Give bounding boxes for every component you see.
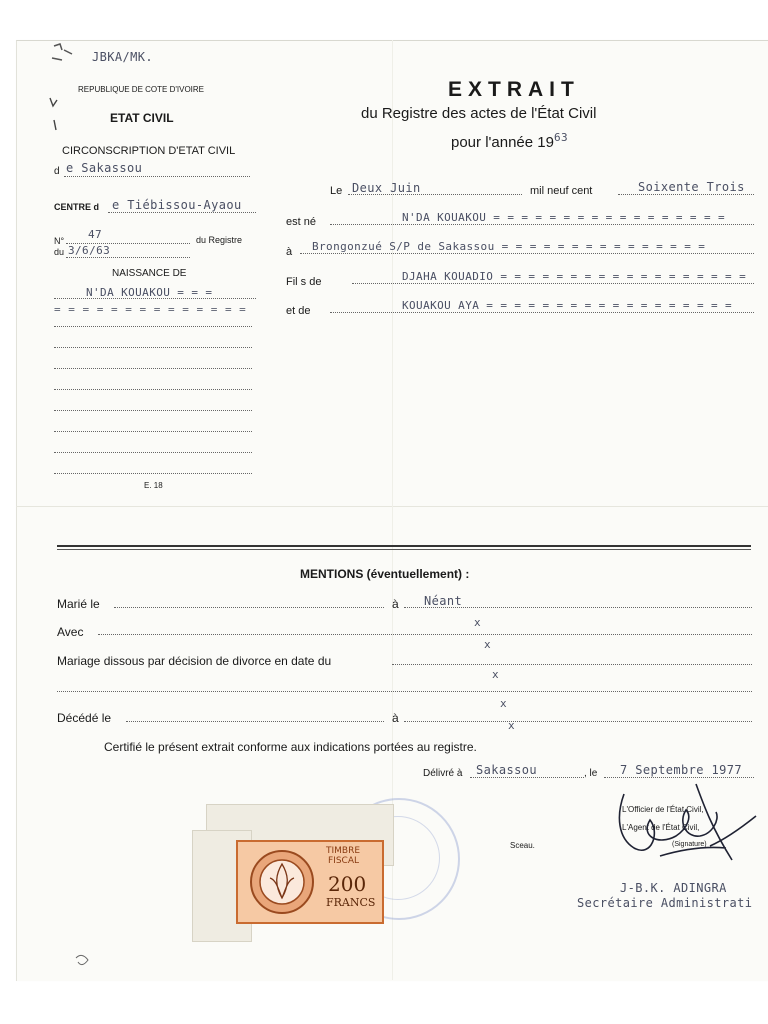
decede-label: Décédé le xyxy=(57,711,112,725)
x-mark-4: x xyxy=(500,697,508,710)
office-label: ETAT CIVIL xyxy=(110,111,174,125)
officier-label: L'Officier de l'État Civil, xyxy=(622,805,704,814)
certification-text: Certifié le présent extrait conforme aux indications portées au registre. xyxy=(104,740,477,754)
circonscription-label: CIRCONSCRIPTION D'ETAT CIVIL xyxy=(62,145,236,157)
marie-date-line xyxy=(114,607,384,608)
stamp-top-text-2: FISCAL xyxy=(328,856,359,866)
delivre-le-label: , le xyxy=(584,768,598,779)
x-mark-5: x xyxy=(508,719,516,732)
blank-line-4 xyxy=(54,389,252,390)
year-suffix: 63 xyxy=(553,131,568,144)
marie-a-value: Néant xyxy=(424,594,463,608)
marie-a-label: à xyxy=(392,597,399,611)
fiscal-stamp xyxy=(236,840,384,924)
avec-x-mark: x xyxy=(474,616,482,629)
centre-label: CENTRE d xyxy=(54,202,99,212)
blank-line-2 xyxy=(54,347,252,348)
blank-line-1 xyxy=(54,326,252,327)
le-label: Le xyxy=(330,185,343,197)
signature-caption: (Signature) xyxy=(672,841,707,848)
blank-line-5 xyxy=(54,410,252,411)
naissance-line-1 xyxy=(54,298,256,299)
signatory-role: Secrétaire Administrati xyxy=(577,896,753,910)
mentions-title: MENTIONS (éventuellement) : xyxy=(300,567,470,581)
child-name-line xyxy=(330,224,754,225)
father-name: DJAHA KOUADIO = = = = = = = = = = = = = = = = = = xyxy=(402,270,747,283)
signatory-name: J-B.K. ADINGRA xyxy=(620,881,727,895)
fils-de-label: Fil s de xyxy=(286,276,322,288)
stamp-emblem-icon xyxy=(248,848,318,918)
child-name: N'DA KOUAKOU = = = = = = = = = = = = = = = = = xyxy=(402,211,726,224)
mil-label: mil neuf cent xyxy=(530,185,593,197)
birth-year-words: Soixente Trois xyxy=(638,180,745,194)
avec-line xyxy=(98,634,752,635)
blank-line-3 xyxy=(54,368,252,369)
stamp-value: 200 xyxy=(328,872,367,896)
registre-label: du Registre xyxy=(196,235,243,245)
naissance-name: N'DA KOUAKOU = = = xyxy=(86,286,213,299)
acte-number: 47 xyxy=(88,228,103,241)
marie-place-line xyxy=(404,607,752,608)
circonscription-prefix: d xyxy=(54,166,60,177)
number-label: N° xyxy=(54,236,65,246)
x-mark-2: x xyxy=(484,638,492,651)
delivre-place-line xyxy=(470,777,584,778)
divorce-line-2 xyxy=(57,691,752,692)
title-line-1: du Registre des actes de l'État Civil xyxy=(361,105,597,122)
birth-place: Brongonzué S/P de Sakassou = = = = = = = = = = = = = = = xyxy=(312,240,706,253)
corner-mark-icon xyxy=(70,950,100,974)
et-de-label: et de xyxy=(286,305,311,317)
divorce-date-line xyxy=(392,664,752,665)
handwritten-signature-icon xyxy=(600,776,760,872)
form-code: E. 18 xyxy=(144,481,163,490)
blank-line-7 xyxy=(54,452,252,453)
sceau-label: Sceau. xyxy=(510,841,535,850)
birth-day-line xyxy=(348,194,522,195)
decede-a-label: à xyxy=(392,711,399,725)
delivre-label: Délivré à xyxy=(423,768,463,779)
lieu-label: à xyxy=(286,246,293,258)
blank-line-6 xyxy=(54,431,252,432)
birth-year-line xyxy=(618,194,754,195)
mother-name-line xyxy=(330,312,754,313)
registre-date-line xyxy=(66,257,190,258)
decede-date-line xyxy=(126,721,384,722)
naissance-label: NAISSANCE DE xyxy=(112,268,187,279)
agent-label: L'Agent de l'État Civil, xyxy=(622,823,700,832)
circonscription-value: e Sakassou xyxy=(66,161,143,175)
mother-name: KOUAKOU AYA = = = = = = = = = = = = = = = = = = xyxy=(402,299,733,312)
avec-label: Avec xyxy=(57,625,84,639)
circonscription-line xyxy=(64,176,250,177)
marie-label: Marié le xyxy=(57,597,100,611)
delivre-date: 7 Septembre 1977 xyxy=(620,763,742,777)
father-name-line xyxy=(352,283,754,284)
centre-value: e Tiébissou-Ayaou xyxy=(112,198,242,212)
divorce-label: Mariage dissous par décision de divorce en date du xyxy=(57,654,332,668)
naissance-fill: = = = = = = = = = = = = = = xyxy=(54,303,247,316)
section-divider xyxy=(57,545,751,550)
x-mark-3: x xyxy=(492,668,500,681)
decede-place-line xyxy=(404,721,752,722)
birth-day: Deux Juin xyxy=(352,181,421,195)
stamp-unit: FRANCS xyxy=(326,896,376,909)
delivre-place: Sakassou xyxy=(476,763,537,777)
country-label: REPUBLIQUE DE COTE D'IVOIRE xyxy=(78,85,204,94)
stamp-top-text: TIMBRE xyxy=(326,846,361,856)
blank-line-8 xyxy=(54,473,252,474)
du-label: du xyxy=(54,247,65,257)
est-ne-label: est né xyxy=(286,216,316,228)
registre-date: 3/6/63 xyxy=(68,244,111,257)
title-line-2: pour l'année $19^{63}$ xyxy=(451,131,568,151)
birth-place-line xyxy=(300,253,754,254)
centre-line xyxy=(108,212,256,213)
file-reference: JBKA/MK. xyxy=(92,50,153,64)
document-title: EXTRAIT xyxy=(448,78,580,101)
